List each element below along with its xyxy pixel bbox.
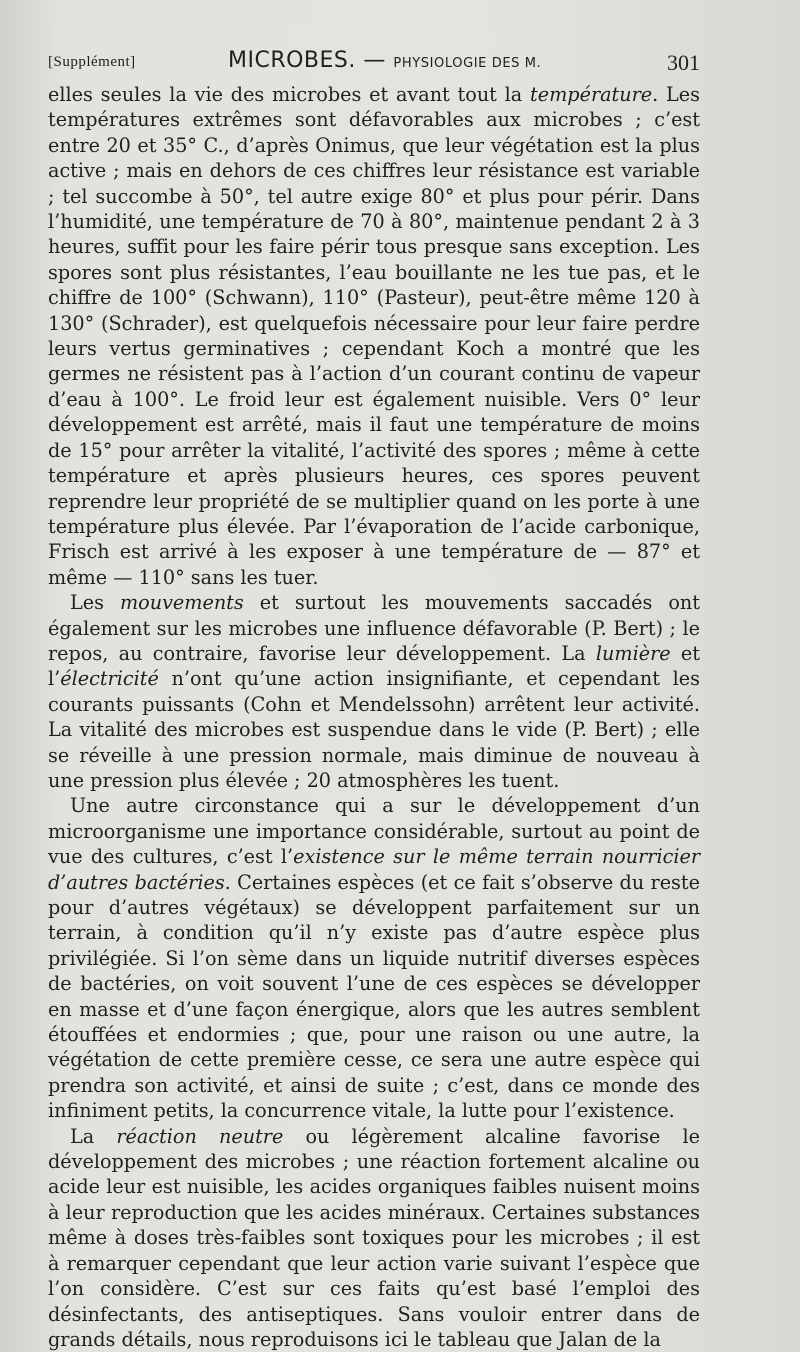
paragraph-text: et l’ [48,641,700,691]
paragraph-text: ou légèrement alcaline favorise le développement des microbes ; une réaction fortement alcaline ou acide leur est nuisible, les acides organiques faibles nuisent moins à leur reproduction que les acides minéraux. Certaines substances même à doses très-faibles sont toxiques pour les microbes ; il est à remarquer cependant que leur action varie suivant l’espèce que l’on considère. C’est sur ces faits qu’est basé l’emploi des désinfectants, des antiseptiques. Sans vouloir entrer dans de grands détails, nous reproduisons ici le tableau que Jalan de la [48,1124,700,1351]
emphasis-text: mouvements [119,591,244,615]
body-text [48,82,700,1352]
paragraph-text: n’ont qu’une action insignifiante, et cependant les courants puissants (Cohn et Mendelssohn) arrêtent leur activité. La vitalité des microbes est suspendue dans le vide (P. Bert) ; elle se réveille à une pression normale, mais diminue de nouveau à une pression plus élevée ; 20 atmosphères les tuent. [48,667,700,792]
book-page [48,42,701,1351]
paragraph-text: Une autre circonstance qui a sur le développement d’un microorganisme une importance considérable, surtout au point de vue des cultures, c’est l’ [48,794,700,869]
paragraph-text: La [70,1124,117,1148]
emphasis-text: réaction neutre [116,1124,284,1148]
title-dash: — [355,48,394,73]
paragraph-text: Les [70,591,120,615]
paragraph-text: . Certaines espèces (et ce fait s’observe du reste pour d’autres végétaux) se développent parfaitement sur un terrain, à condition qu’il n’y existe pas d’autre espèce plus privilégiée. Si l’on sème dans un liquide nutritif diverses espèces de bactéries, on voit souvent l’une de ces espèces se développer en masse et d’une façon énergique, alors que les autres semblent étouffées et endormies ; que, pour une raison ou une autre, la végétation de cette première cesse, ce sera une autre espèce qui prendra son activité, et ainsi de suite ; c’est, dans ce monde des infiniment petits, la concurrence vitale, la lutte pour l’existence. [48,870,700,1123]
title-subtitle: PHYSIOLOGIE DES M. [393,56,542,71]
emphasis-text: électricité [60,667,159,691]
paragraph-text: . Les températures extrêmes sont défavorables aux microbes ; c’est entre 20 et 35° C., d’après Onimus, que leur végétation est la plus active ; mais en dehors de ces chiffres leur résistance est variable ; tel succombe à 50°, tel autre exige 80° et plus pour périr. Dans l’humidité, une température de 70 à 80°, maintenue pendant 2 à 3 heures, suffit pour les faire périr tous presque sans exception. Les spores sont plus résistantes, l’eau bouillante ne les tue pas, et le chiffre de 100° (Schwann), 110° (Pasteur), peut-être même 120 à 130° (Schrader), est quelquefois nécessaire pour leur faire perdre leurs vertus germinatives ; cependant Koch a montré que les germes ne résistent pas à l’action d’un courant continu de vapeur d’eau à 100°. Le froid leur est également nuisible. Vers 0° leur développement est arrêté, mais il faut une température de moins de 15° pour arrêter la vitalité, l’activité des spores ; même à cette température et après plusieurs heures, ces spores peuvent reprendre leur propriété de se multiplier quand on les porte à une température plus élevée. Par l’évaporation de l’acide carbonique, Frisch est arrivé à les exposer à une température de — 87° et même — 110° sans les tuer. [48,83,700,589]
running-title [228,48,541,73]
paragraph [48,82,700,590]
title-main: MICROBES. [228,48,356,73]
emphasis-text: lumière [595,641,671,665]
paragraph [48,1124,700,1352]
emphasis-text: température [530,83,653,106]
paragraph [48,590,700,793]
paragraph [48,793,700,1123]
paragraph-text: elles seules la vie des microbes et avant tout la [48,83,531,106]
section-label: [Supplément] [48,54,136,70]
emphasis-text: existence sur le même terrain nourricier d’autres bactéries [48,845,700,894]
paragraph-text: et surtout les mouvements saccadés ont également sur les microbes une influence défavorable (P. Bert) ; le repos, au contraire, favorise leur développement. La [48,591,701,665]
running-head [48,42,700,82]
page-number: 301 [667,50,700,75]
